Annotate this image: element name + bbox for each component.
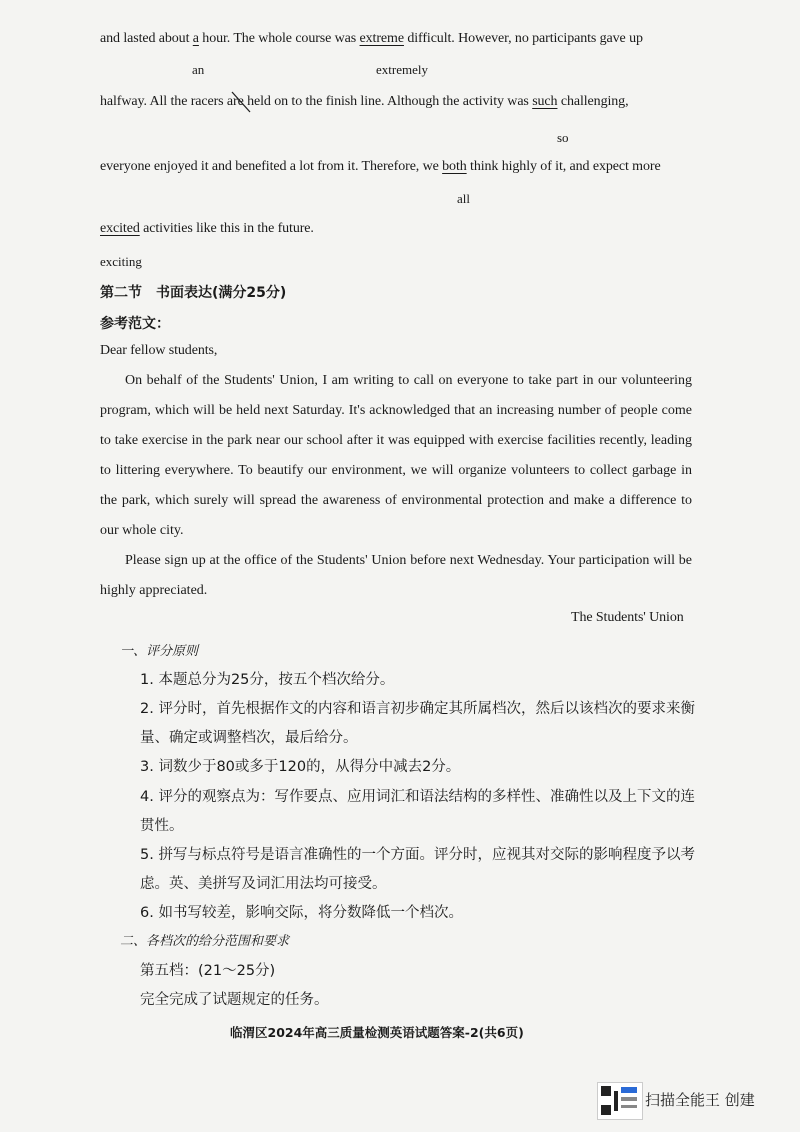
text: held on to the finish line. Although the activity was [243,94,533,109]
correction-fix: an [192,62,205,77]
scoring-item-2: 2. 评分时，首先根据作文的内容和语言初步确定其所属档次，然后以该档次的要求来衡量、确定或调整档次，最后给分。 [140,701,695,746]
error-word: a [192,31,199,46]
correction-fix: extremely [376,62,428,77]
scoring-item-4: 4. 评分的观察点为：写作要点、应用词汇和语法结构的多样性、准确性以及上下文的连贯性。 [140,789,695,834]
essay-paragraph-1: On behalf of the Students' Union, I am writing to call on everyone to take part in our volunteering program, which will be held next Saturday. It's acknowledged that an increasing number of people come to take exercise in the park near our school after it was equipped with exercise facilities recently, leading to littering everywhere. To beautify our environment, we will organize volunteers to collect garbage in the park, which surely will spread the awareness of environmental protection and make a difference to our whole city. [100,373,692,538]
level5-desc: 完全完成了试题规定的任务。 [140,992,329,1008]
correction-fix: so [557,130,569,145]
error-word: extreme [359,31,404,46]
text: halfway. All the racers [100,94,227,109]
level5-title: 第五档：(21～25分) [140,963,276,979]
salutation: Dear fellow students, [100,343,218,358]
signature: The Students' Union [571,610,684,625]
text: hour. The whole course was [198,31,360,46]
strike-mark [228,88,254,116]
essay-paragraph-2: Please sign up at the office of the Students' Union before next Wednesday. Your participation will be highly appreciated. [100,553,692,598]
text: everyone enjoyed it and benefited a lot from it. Therefore, we [100,159,443,174]
error-word: such [532,94,558,109]
scoring-item-5: 5. 拼写与标点符号是语言准确性的一个方面。评分时，应视其对交际的影响程度予以考虑。英、美拼写及词汇用法均可接受。 [140,847,695,892]
correction-fix: all [457,191,470,206]
text: difficult. However, no participants gave up [403,31,643,46]
error-word: excited [100,221,140,236]
scanner-watermark: 扫描全能王 创建 [645,1091,755,1109]
text: activities like this in the future. [139,221,314,236]
correction-line-2 [100,94,628,110]
text: think highly of it, and expect more [466,159,661,174]
text: challenging, [557,94,629,109]
principles-heading: 一、评分原则 [120,644,199,659]
qr-code-icon [597,1082,643,1120]
scoring-item-3: 3. 词数少于80或多于120的，从得分中减去2分。 [140,759,461,775]
correction-line-4 [100,221,314,237]
scoring-item-1: 1. 本题总分为25分，按五个档次给分。 [140,672,395,688]
correction-line-3 [100,159,661,175]
text: and lasted about [100,31,193,46]
error-word: are [226,94,244,109]
section-heading: 第二节 书面表达(满分25分) [100,285,287,301]
correction-line-1 [100,31,643,47]
correction-fix: exciting [100,254,142,269]
reference-label: 参考范文： [100,316,170,332]
page-footer: 临渭区2024年高三质量检测英语试题答案-2(共6页) [230,1025,524,1040]
scoring-item-6: 6. 如书写较差，影响交际，将分数降低一个档次。 [140,905,463,921]
error-word: both [442,159,467,174]
levels-heading: 二、各档次的给分范围和要求 [120,934,290,949]
